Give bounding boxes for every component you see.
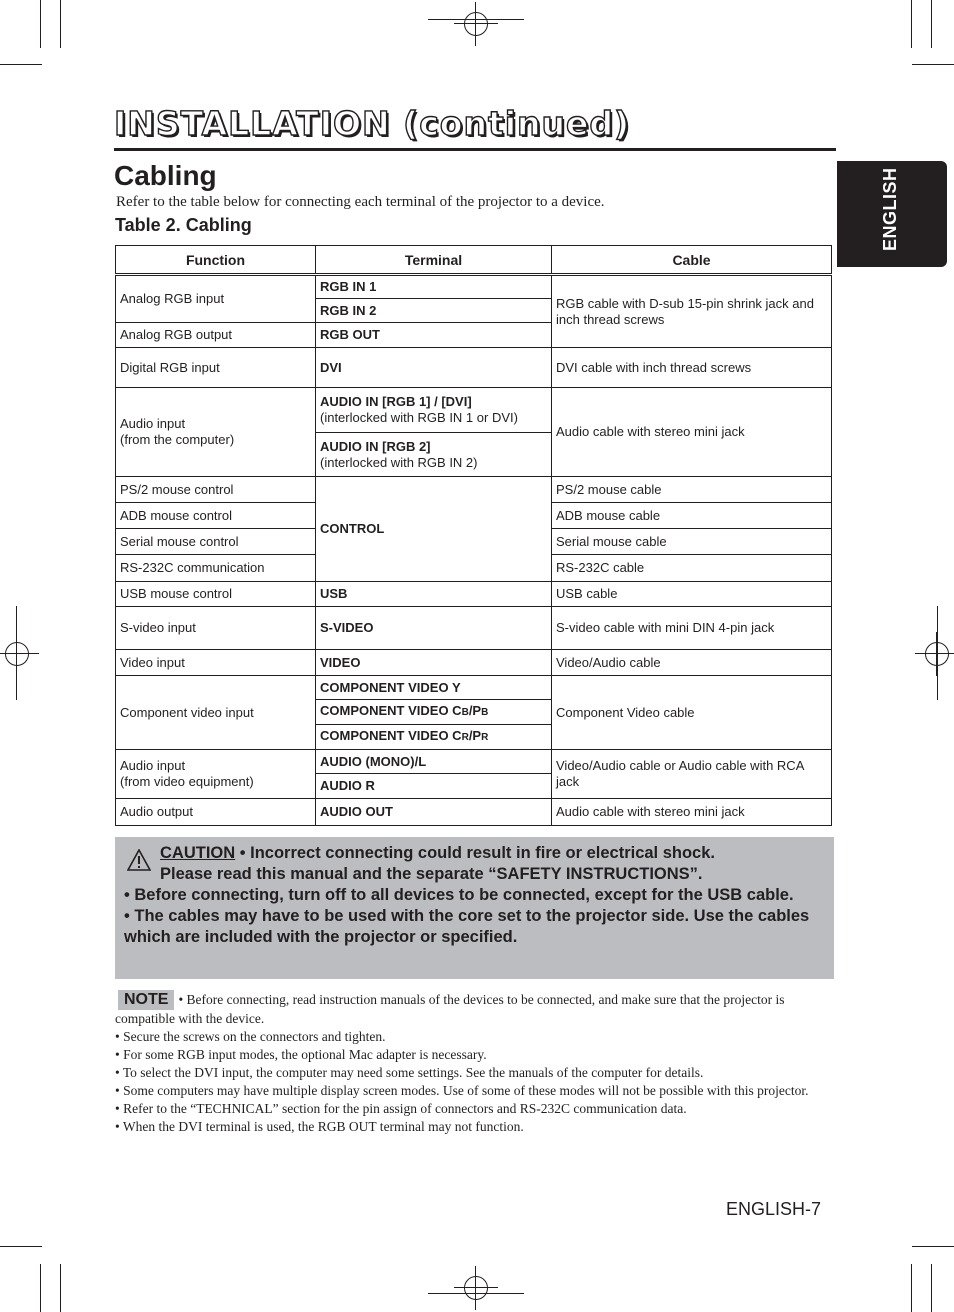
terminal-cell: CONTROL [316,477,552,582]
function-cell: ADB mouse control [116,503,316,529]
cable-cell: USB cable [552,582,832,607]
function-cell: USB mouse control [116,582,316,607]
cable-cell: S-video cable with mini DIN 4-pin jack [552,607,832,650]
terminal-cell [316,388,552,433]
terminal-subscript: R [461,732,469,743]
terminal-cell: RGB IN 1 [316,275,552,299]
crop-mark [931,1264,932,1312]
note-item: • For some RGB input modes, the optional Mac adapter is necessary. [115,1047,487,1062]
cable-cell: Audio cable with stereo mini jack [552,388,832,477]
function-line: (from video equipment) [120,774,254,789]
function-cell: Analog RGB input [116,275,316,323]
note-item: • Some computers may have multiple display screen modes. Use of some of these modes will not be possible with this projector. [115,1083,809,1098]
section-heading: Cabling [114,160,217,191]
table-title: Table 2. Cabling [115,215,252,235]
cable-cell: Component Video cable [552,676,832,750]
table-row [116,750,832,774]
page-number: ENGLISH-7 [726,1199,822,1219]
terminal-text: COMPONENT VIDEO C [320,703,462,718]
table-header-row [116,246,832,275]
function-cell [116,388,316,477]
terminal-cell [316,433,552,477]
function-cell: S-video input [116,607,316,650]
caution-bullet: • The cables may have to be used with the core set to the projector side. Use the cables which are included with the projector or specified. [124,907,810,946]
cable-cell: DVI cable with inch thread screws [552,348,832,388]
terminal-cell: AUDIO R [316,774,552,799]
terminal-note: (interlocked with RGB IN 2) [320,454,478,470]
function-cell: Component video input [116,676,316,750]
notes-section [115,990,833,1136]
terminal-note: (interlocked with RGB IN 1 or DVI) [320,410,518,425]
cabling-table [115,245,832,826]
function-cell: Analog RGB output [116,323,316,348]
terminal-cell: DVI [316,348,552,388]
crop-mark [912,1246,954,1247]
note-item: • Secure the screws on the connectors and tighten. [115,1029,386,1044]
caution-label: CAUTION [160,844,236,862]
cable-cell: RS-232C cable [552,555,832,582]
caution-line: Please read this manual and the separate “SAFETY INSTRUCTIONS”. [160,865,703,883]
crop-mark [0,64,42,65]
crop-mark [60,1264,61,1312]
note-label: NOTE [118,990,174,1010]
terminal-cell: COMPONENT VIDEO Y [316,676,552,700]
column-header-function: Function [116,246,316,275]
cable-cell: Video/Audio cable or Audio cable with RCA jack [552,750,832,799]
terminal-cell: AUDIO OUT [316,799,552,826]
crop-mark [911,1264,912,1312]
crop-mark [912,64,954,65]
terminal-text: COMPONENT VIDEO C [320,728,462,743]
cable-cell: Video/Audio cable [552,650,832,676]
table-row [116,275,832,299]
terminal-cell: USB [316,582,552,607]
terminal-text: /P [468,728,482,743]
crop-mark [911,0,912,48]
column-header-terminal: Terminal [316,246,552,275]
table-row [116,348,832,388]
cable-cell: Audio cable with stereo mini jack [552,799,832,826]
function-cell: PS/2 mouse control [116,477,316,503]
function-line: (from the computer) [120,432,235,447]
terminal-subscript: B [461,707,469,718]
terminal-cell: AUDIO (MONO)/L [316,750,552,774]
crop-mark [60,0,61,48]
table-row [116,650,832,676]
crop-mark [40,0,41,48]
table-row [116,799,832,826]
terminal-cell [316,725,552,750]
table-row [116,676,832,700]
language-tab-label: ENGLISH [880,167,900,251]
caution-line: • Incorrect connecting could result in fire or electrical shock. [235,844,715,862]
column-header-cable: Cable [552,246,832,275]
terminal-name: AUDIO IN [RGB 1] / [DVI] [320,394,472,409]
table-row [116,477,832,503]
function-cell: RS-232C communication [116,555,316,582]
caution-text [124,843,824,948]
terminal-cell: RGB OUT [316,323,552,348]
cable-cell: ADB mouse cable [552,503,832,529]
function-line: Audio input [120,416,186,431]
note-item: • When the DVI terminal is used, the RGB OUT terminal may not function. [115,1119,524,1134]
note-item: • Refer to the “TECHNICAL” section for the pin assign of connectors and RS-232C communication data. [115,1101,687,1116]
table-row [116,388,832,433]
registration-mark-icon [454,2,498,46]
function-cell: Audio output [116,799,316,826]
terminal-name: AUDIO IN [RGB 2] [320,438,431,454]
terminal-cell: VIDEO [316,650,552,676]
caution-bullet: • Before connecting, turn off to all devices to be connected, except for the USB cable. [124,886,794,904]
caution-box [115,837,834,979]
table-row [116,607,832,650]
function-cell: Serial mouse control [116,529,316,555]
terminal-cell [316,700,552,725]
registration-mark-icon [0,632,39,676]
function-cell: Digital RGB input [116,348,316,388]
section-intro: Refer to the table below for connecting each terminal of the projector to a device. [116,194,605,210]
terminal-cell: RGB IN 2 [316,299,552,323]
crop-mark [0,1246,42,1247]
language-tab [837,161,947,267]
terminal-subscript: B [481,707,489,718]
function-line: Audio input [120,758,186,773]
note-item: • To select the DVI input, the computer may need some settings. See the manuals of the computer for details. [115,1065,704,1080]
terminal-subscript: R [481,732,489,743]
crop-mark [931,0,932,48]
cable-cell: RGB cable with D-sub 15-pin shrink jack and inch thread screws [552,275,832,348]
note-item: • Before connecting, read instruction manuals of the devices to be connected, and make sure that the projector is compatible with the device. [115,992,785,1026]
function-cell: Video input [116,650,316,676]
crop-mark [40,1264,41,1312]
terminal-cell: S-VIDEO [316,607,552,650]
cable-cell: PS/2 mouse cable [552,477,832,503]
cable-cell: Serial mouse cable [552,529,832,555]
registration-mark-icon [454,1266,498,1310]
table-row [116,582,832,607]
function-cell [116,750,316,799]
registration-mark-icon [915,632,954,676]
page-title: INSTALLATION (continued) [114,104,631,143]
header-rule [114,148,836,151]
terminal-text: /P [468,703,482,718]
